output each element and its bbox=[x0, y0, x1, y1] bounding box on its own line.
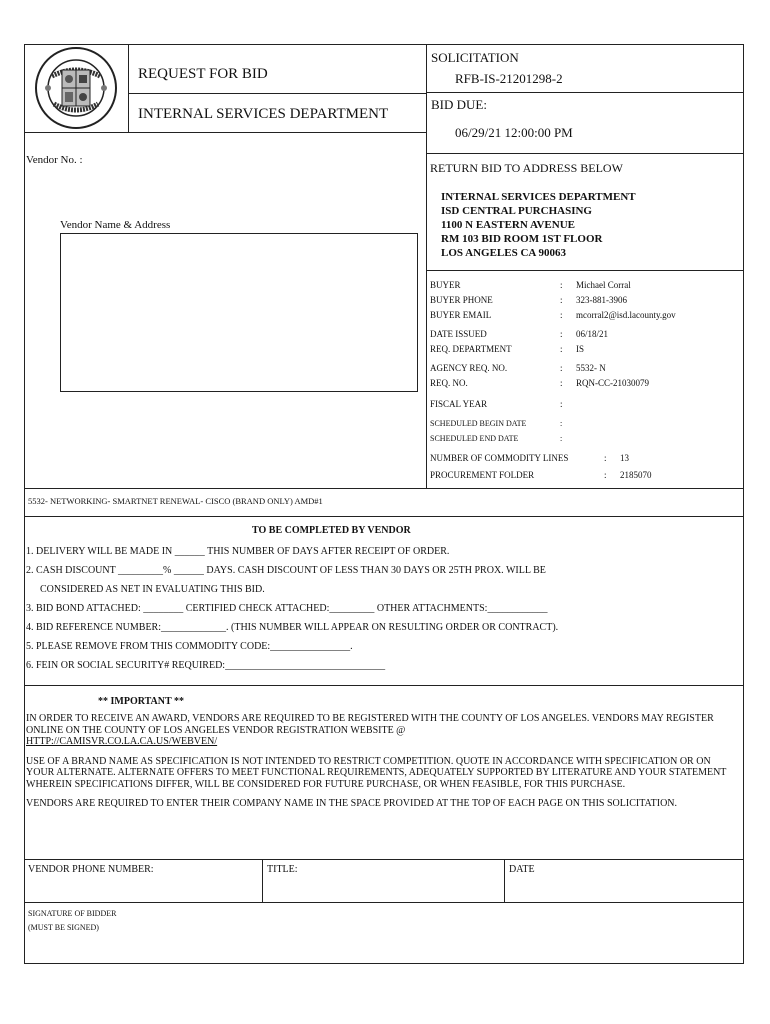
vendor-item: CONSIDERED AS NET IN EVALUATING THIS BID. bbox=[40, 584, 265, 595]
detail-value: RQN-CC-21030079 bbox=[576, 378, 650, 388]
department-name: INTERNAL SERVICES DEPARTMENT bbox=[138, 106, 389, 122]
vendor-item: 3. BID BOND ATTACHED: ________ CERTIFIED CHECK ATTACHED:_________ OTHER ATTACHMENTS:____________ bbox=[26, 603, 548, 614]
detail-value: 323-881-3906 bbox=[576, 295, 627, 305]
return-address-label: RETURN BID TO ADDRESS BELOW bbox=[430, 161, 623, 175]
vendor-name-address-label: Vendor Name & Address bbox=[60, 219, 171, 231]
solicitation-label: SOLICITATION bbox=[431, 50, 519, 65]
return-address-line: 1100 N EASTERN AVENUE bbox=[441, 219, 575, 231]
detail-colon: : bbox=[560, 295, 563, 305]
detail-value: IS bbox=[576, 344, 585, 354]
divider bbox=[24, 132, 426, 133]
return-address-line: INTERNAL SERVICES DEPARTMENT bbox=[441, 191, 636, 203]
vendor-item: 4. BID REFERENCE NUMBER:_____________. (THIS NUMBER WILL APPEAR ON RESULTING ORDER OR CONTRACT). bbox=[26, 622, 559, 633]
vendor-section-items bbox=[26, 545, 558, 678]
detail-label: AGENCY REQ. NO. bbox=[430, 363, 508, 373]
signature-field[interactable] bbox=[25, 935, 743, 963]
detail-label: PROCUREMENT FOLDER bbox=[430, 470, 535, 480]
divider bbox=[128, 44, 129, 132]
solicitation-number: RFB-IS-21201298-2 bbox=[455, 71, 563, 86]
divider bbox=[426, 44, 427, 488]
return-address-line: RM 103 BID ROOM 1ST FLOOR bbox=[441, 233, 603, 245]
detail-value: 06/18/21 bbox=[576, 329, 609, 339]
detail-label: FISCAL YEAR bbox=[430, 399, 488, 409]
commodity-description: 5532- NETWORKING- SMARTNET RENEWAL- CISCO (BRAND ONLY) AMD#1 bbox=[28, 496, 323, 506]
divider bbox=[24, 902, 744, 903]
detail-label: SCHEDULED END DATE bbox=[430, 434, 519, 443]
detail-label: SCHEDULED BEGIN DATE bbox=[430, 419, 527, 428]
vendor-name-address-field[interactable] bbox=[60, 233, 418, 392]
vendor-item: 1. DELIVERY WILL BE MADE IN ______ THIS NUMBER OF DAYS AFTER RECEIPT OF ORDER. bbox=[26, 546, 450, 557]
important-heading: ** IMPORTANT ** bbox=[98, 696, 184, 707]
divider bbox=[24, 516, 744, 517]
divider bbox=[426, 270, 744, 271]
return-address-line: LOS ANGELES CA 90063 bbox=[441, 247, 567, 259]
vendor-phone-field[interactable] bbox=[25, 860, 262, 902]
return-address bbox=[441, 190, 636, 260]
county-seal-logo bbox=[26, 46, 126, 130]
divider bbox=[24, 685, 744, 686]
registration-paragraph: IN ORDER TO RECEIVE AN AWARD, VENDORS ARE REQUIRED TO BE REGISTERED WITH THE COUNTY OF LOS ANGELES. VENDORS MAY REGISTER ONLINE ON THE COUNTY OF LOS ANGELES VENDOR REGISTRATION WEBSITE @ bbox=[26, 713, 714, 736]
detail-value: mcorral2@isd.lacounty.gov bbox=[576, 310, 676, 320]
detail-value: 13 bbox=[620, 453, 629, 463]
detail-colon: : bbox=[560, 399, 563, 409]
detail-value: Michael Corral bbox=[576, 280, 631, 290]
detail-colon: : bbox=[560, 310, 563, 320]
vendor-no-label: Vendor No. : bbox=[26, 154, 83, 166]
registration-link[interactable]: HTTP://CAMISVR.CO.LA.CA.US/WEBVEN/ bbox=[26, 736, 218, 747]
detail-colon: : bbox=[560, 419, 563, 428]
detail-label: REQ. NO. bbox=[430, 378, 468, 388]
date-field[interactable] bbox=[505, 860, 743, 902]
detail-value: 2185070 bbox=[620, 470, 652, 480]
vendor-item: 6. FEIN OR SOCIAL SECURITY# REQUIRED:________________________________ bbox=[26, 660, 386, 671]
vendor-item: 2. CASH DISCOUNT _________% ______ DAYS. CASH DISCOUNT OF LESS THAN 30 DAYS OR 25TH PROX. WILL BE bbox=[26, 565, 546, 576]
detail-colon: : bbox=[560, 378, 563, 388]
detail-label: BUYER PHONE bbox=[430, 295, 493, 305]
signature-label: SIGNATURE OF BIDDER bbox=[28, 909, 117, 918]
detail-colon: : bbox=[560, 434, 563, 443]
brand-name-paragraph: USE OF A BRAND NAME AS SPECIFICATION IS NOT INTENDED TO RESTRICT COMPETITION. QUOTE IN ACCORDANCE WITH SPECIFICATION OR ON YOUR ALTERNATE. ALTERNATE OFFERS TO MEET FUNCTIONAL REQUIREMENTS, ADEQUATELY SUPPORTED BY LITERATURE AND YOUR STATEMENT WHEREIN SPECIFICATIONS DIFFER, WILL BE CONSIDERED FOR FUTURE PURCHASE, OR WHEN FEASIBLE, FOR THIS PURCHASE. bbox=[26, 755, 727, 790]
signature-note: (MUST BE SIGNED) bbox=[28, 923, 99, 932]
detail-colon: : bbox=[560, 329, 563, 339]
detail-colon: : bbox=[560, 280, 563, 290]
detail-label: BUYER bbox=[430, 280, 461, 290]
important-body bbox=[26, 713, 738, 810]
vendor-phone-label: VENDOR PHONE NUMBER: bbox=[28, 864, 154, 875]
detail-label: REQ. DEPARTMENT bbox=[430, 344, 512, 354]
detail-colon: : bbox=[604, 470, 607, 480]
detail-label: NUMBER OF COMMODITY LINES bbox=[430, 453, 569, 463]
detail-colon: : bbox=[560, 363, 563, 373]
bid-due-label: BID DUE: bbox=[431, 97, 487, 112]
divider bbox=[24, 488, 744, 489]
detail-label: DATE ISSUED bbox=[430, 329, 487, 339]
bid-due-value: 06/29/21 12:00:00 PM bbox=[455, 125, 573, 140]
title-field[interactable] bbox=[263, 860, 504, 902]
company-name-paragraph: VENDORS ARE REQUIRED TO ENTER THEIR COMPANY NAME IN THE SPACE PROVIDED AT THE TOP OF EACH PAGE ON THIS SOLICITATION. bbox=[26, 798, 678, 809]
vendor-section-heading: TO BE COMPLETED BY VENDOR bbox=[252, 525, 411, 536]
divider bbox=[426, 153, 744, 154]
divider bbox=[426, 92, 744, 93]
vendor-item: 5. PLEASE REMOVE FROM THIS COMMODITY CODE:________________. bbox=[26, 641, 353, 652]
detail-colon: : bbox=[560, 344, 563, 354]
date-label: DATE bbox=[509, 864, 535, 875]
return-address-line: ISD CENTRAL PURCHASING bbox=[441, 205, 592, 217]
form-title: REQUEST FOR BID bbox=[138, 66, 268, 82]
title-label: TITLE: bbox=[267, 864, 298, 875]
detail-label: BUYER EMAIL bbox=[430, 310, 492, 320]
divider bbox=[128, 93, 426, 94]
detail-value: 5532- N bbox=[576, 363, 606, 373]
detail-colon: : bbox=[604, 453, 607, 463]
